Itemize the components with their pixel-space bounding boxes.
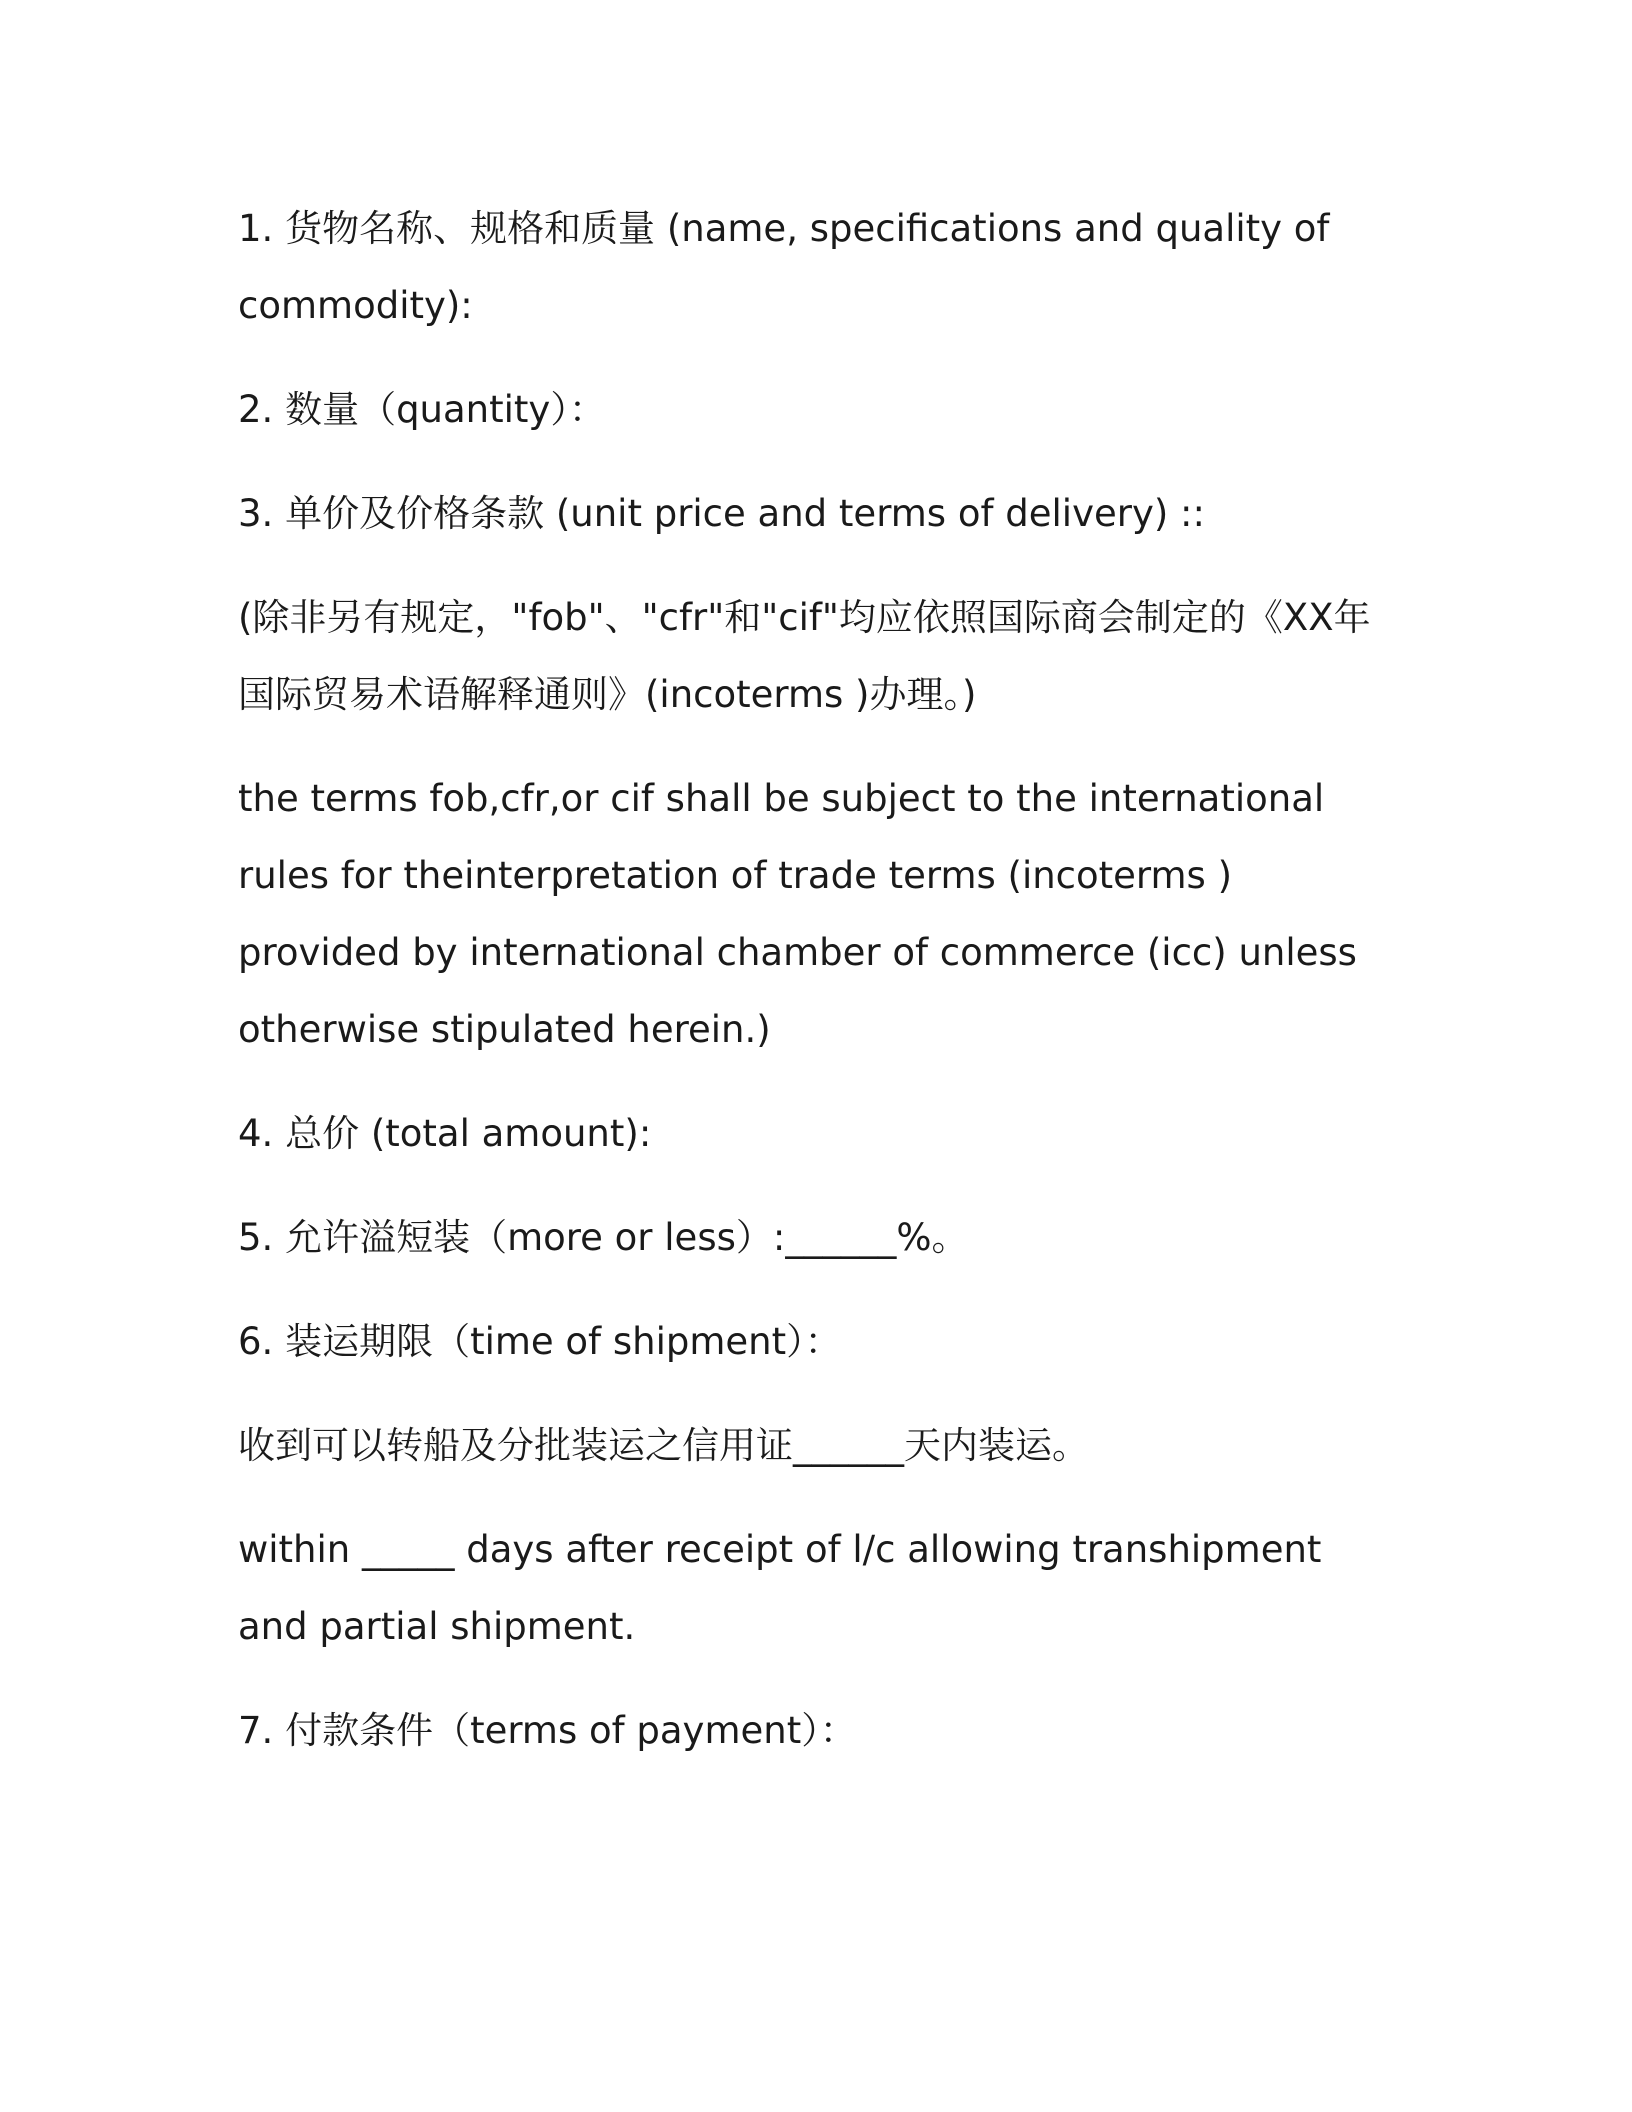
- incoterms-note-english: the terms fob,cfr,or cif shall be subject to the international rules for theinterpretation of trade terms (incoterms ) provided by international chamber of commerce (icc) unless otherwise stipulated herein.): [238, 777, 1357, 1051]
- document-body: [238, 190, 1388, 1796]
- clause-4-total-amount: 4. 总价 (total amount):: [238, 1112, 652, 1155]
- shipment-note-chinese: 收到可以转船及分批装运之信用证______天内装运。: [238, 1424, 1089, 1467]
- incoterms-note-chinese: (除非另有规定，"fob"、"cfr"和"cif"均应依照国际商会制定的《XX年国际贸易术语解释通则》(incoterms )办理。): [238, 596, 1371, 716]
- clause-2-quantity: 2. 数量（quantity）：: [238, 388, 606, 431]
- clause-5-more-or-less: 5. 允许溢短装（more or less）:______%。: [238, 1216, 969, 1259]
- clause-1-commodity: 1. 货物名称、规格和质量 (name, specifications and quality of commodity):: [238, 207, 1330, 327]
- clause-7-terms-of-payment: 7. 付款条件（terms of payment）：: [238, 1709, 857, 1752]
- clause-3-unit-price: 3. 单价及价格条款 (unit price and terms of delivery) ::: [238, 492, 1205, 535]
- clause-6-time-of-shipment: 6. 装运期限（time of shipment）：: [238, 1320, 842, 1363]
- shipment-note-english: within _____ days after receipt of l/c allowing transhipment and partial shipment.: [238, 1528, 1322, 1648]
